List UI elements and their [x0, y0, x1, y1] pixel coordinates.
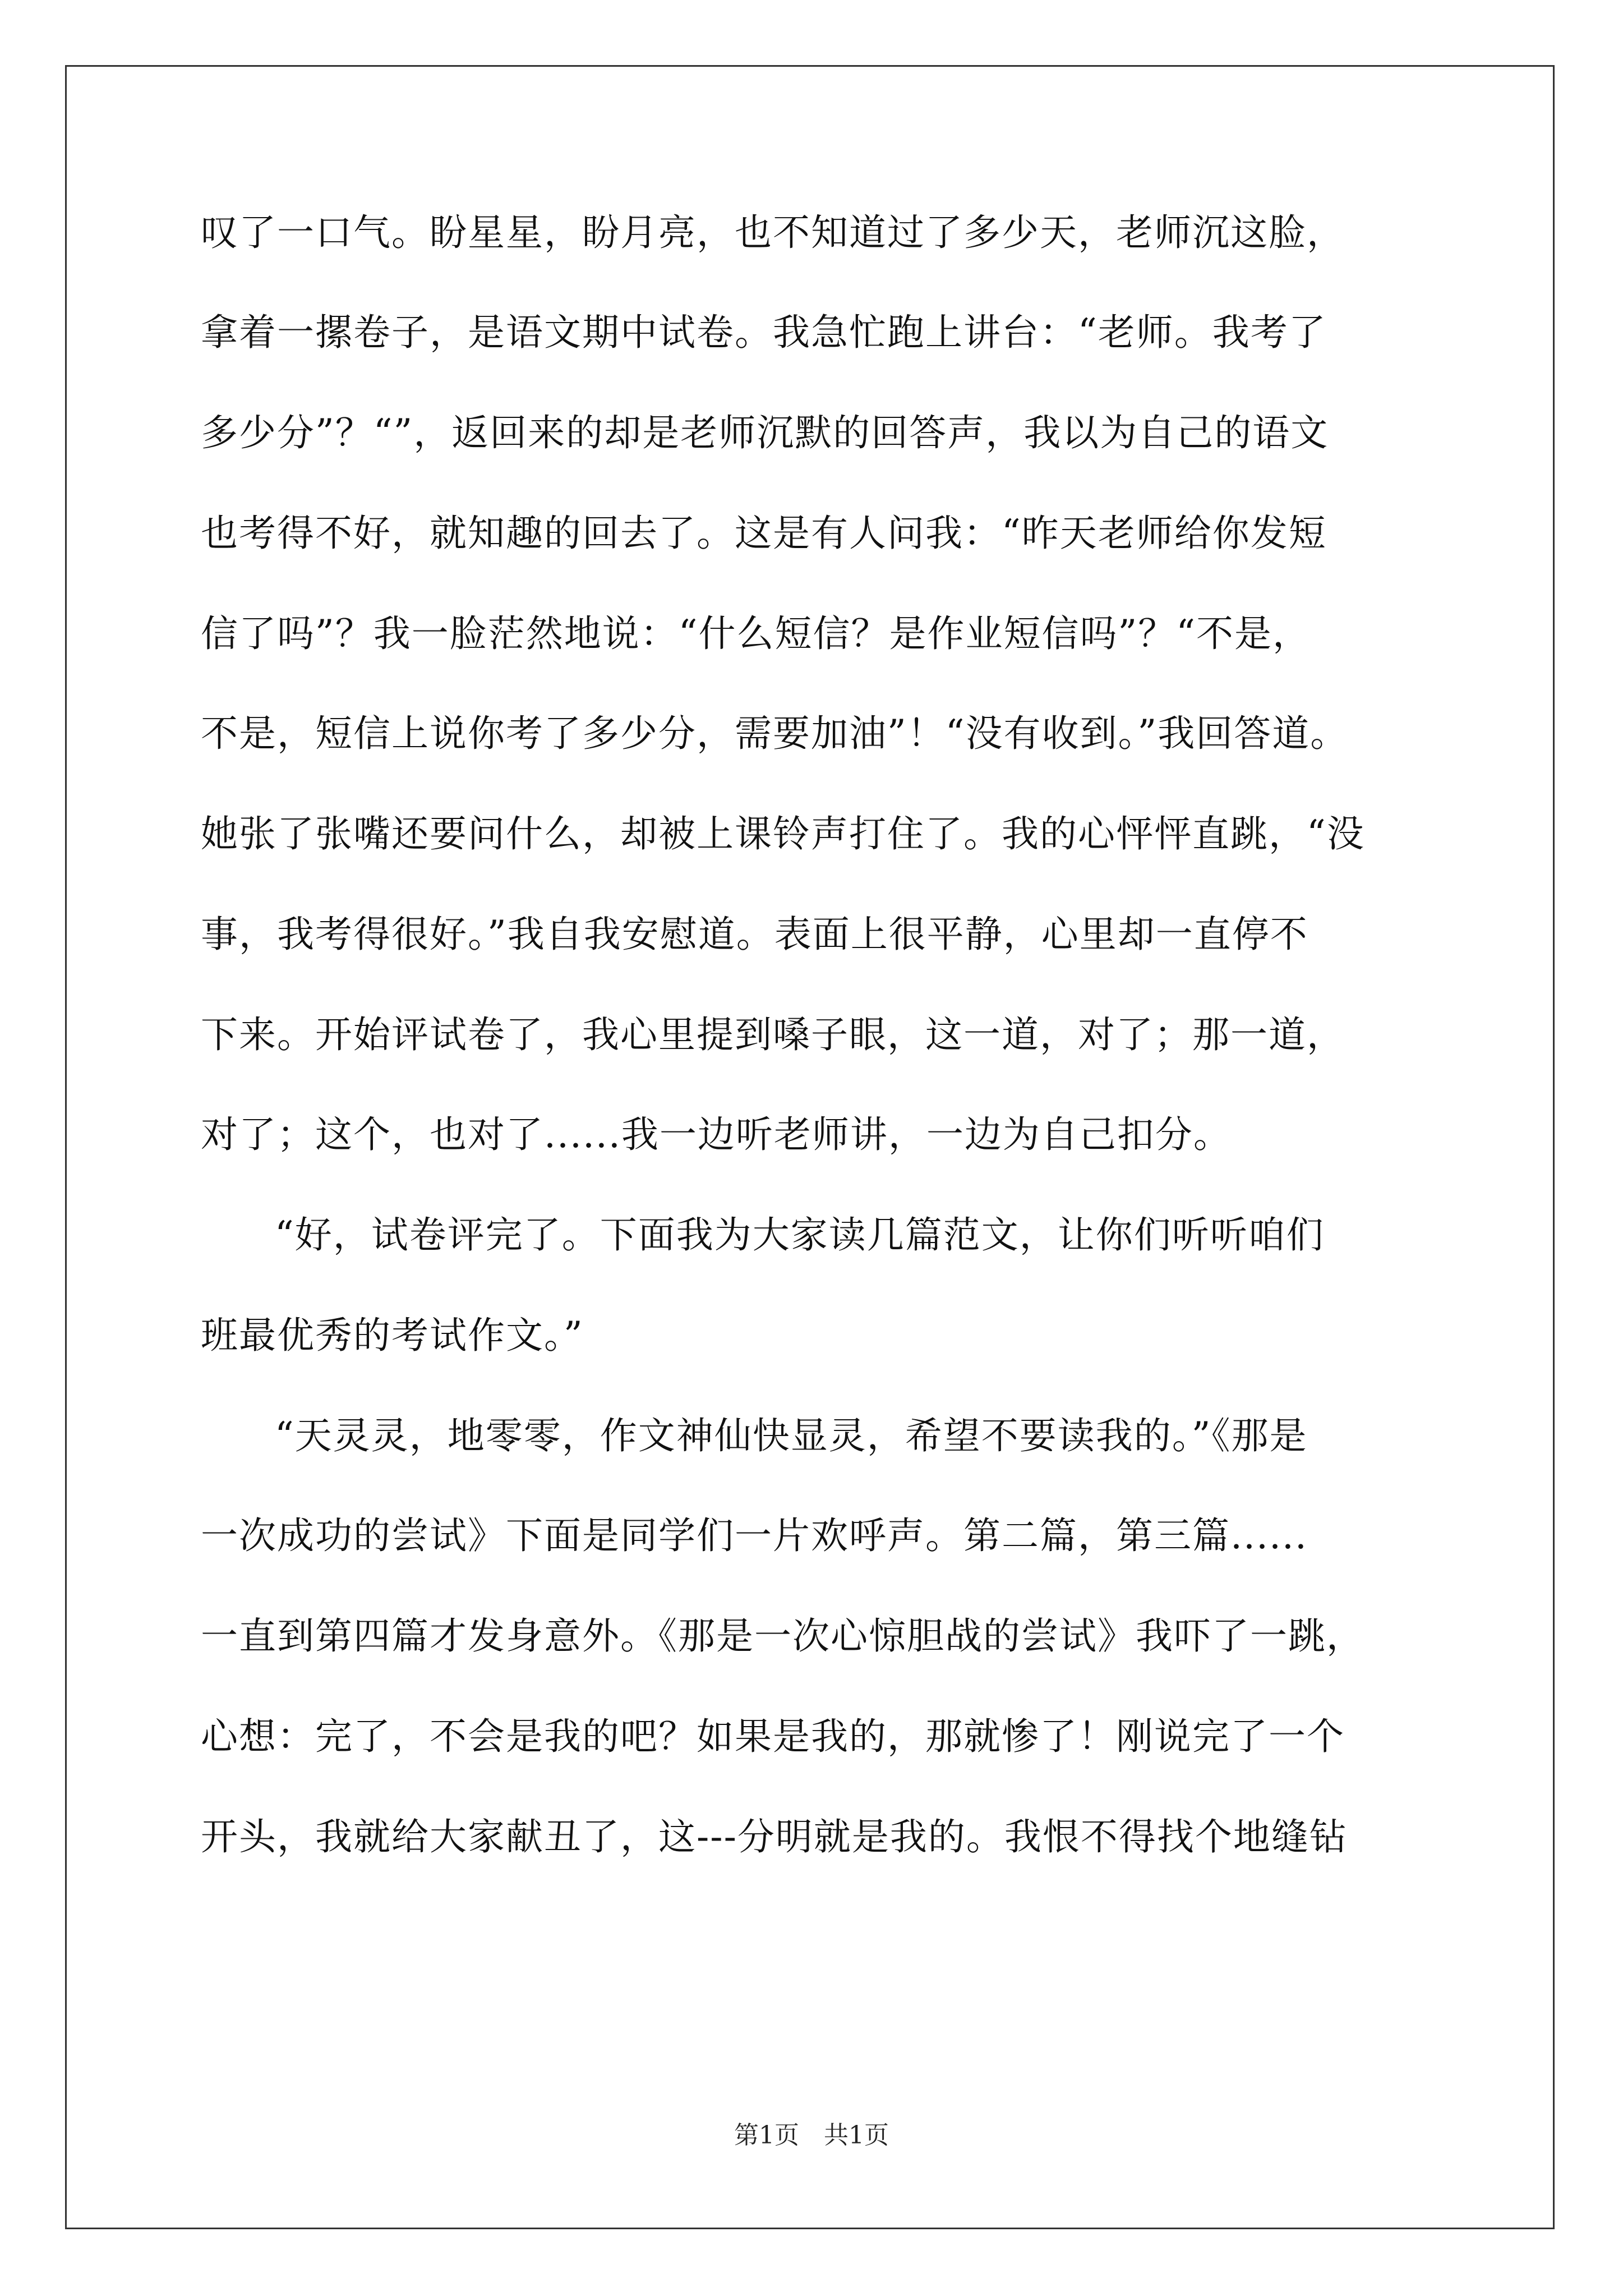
paragraph-start-line: “好，试卷评完了。下面我为大家读几篇范文，让你们听听咱们 — [275, 1213, 1325, 1257]
text-line: 一直到第四篇才发身意外。《那是一次心惊胆战的尝试》我吓了一跳， — [201, 1614, 1364, 1658]
text-line: 多少分”？“”，返回来的却是老师沉默的回答声，我以为自己的语文 — [201, 411, 1329, 454]
text-line: 事，我考得很好。”我自我安慰道。表面上很平静，心里却一直停不 — [201, 913, 1308, 956]
text-line: 她张了张嘴还要问什么，却被上课铃声打住了。我的心怦怦直跳，“没 — [201, 812, 1365, 855]
text-line: 对了；这个，也对了......我一边听老师讲，一边为自己扣分。 — [201, 1113, 1232, 1156]
text-line: 心想：完了，不会是我的吧？如果是我的，那就惨了！刚说完了一个 — [201, 1715, 1345, 1758]
text-line: 拿着一摞卷子，是语文期中试卷。我急忙跑上讲台：“老师。我考了 — [201, 311, 1327, 354]
page-footer: 第1页 共1页 — [734, 2121, 889, 2150]
text-line: 下来。开始评试卷了，我心里提到嗓子眼，这一道，对了；那一道， — [201, 1013, 1345, 1056]
paragraph-start-line: “天灵灵，地零零，作文神仙快显灵，希望不要读我的。”《那是 — [275, 1414, 1308, 1457]
text-line: 也考得不好，就知趣的回去了。这是有人问我：“昨天老师给你发短 — [201, 512, 1327, 555]
text-line: 信了吗”？我一脸茫然地说：“什么短信？是作业短信吗”？“不是， — [201, 612, 1311, 655]
text-line: 叹了一口气。盼星星，盼月亮，也不知道过了多少天，老师沉这脸， — [201, 211, 1345, 254]
text-line: 一次成功的尝试》下面是同学们一片欢呼声。第二篇，第三篇...... — [201, 1514, 1308, 1557]
text-line: 班最优秀的考试作文。” — [201, 1314, 584, 1357]
text-line: 开头，我就给大家献丑了，这---分明就是我的。我恨不得找个地缝钻 — [201, 1815, 1348, 1858]
text-line: 不是，短信上说你考了多少分，需要加油”！“没有收到。”我回答道。 — [201, 712, 1349, 755]
